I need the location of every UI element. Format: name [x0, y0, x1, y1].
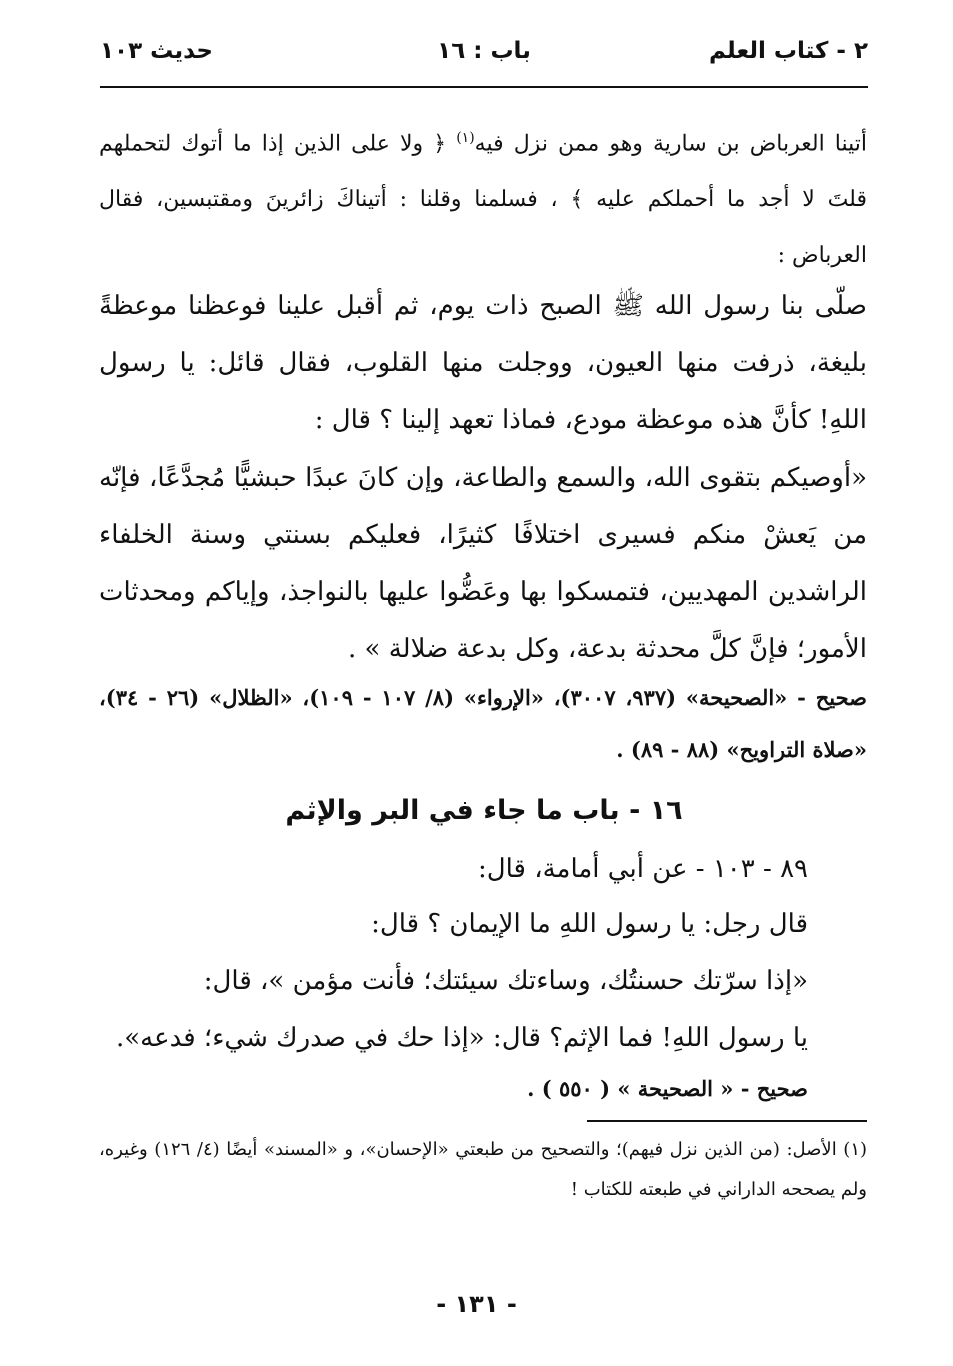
- intro-text-continued: ﴿ ولا على الذين إذا ما أتوك لتحملهم قلتَ لا أجد ما أحملكم عليه ﴾ ، فسلمنا وقلنا : أتيناكَ زائرينَ ومقتبسين، فقال العرباض :: [99, 131, 867, 269]
- intro-text: أتينا العرباض بن سارية وهو ممن نزل فيه: [474, 131, 867, 157]
- footnote-divider: [587, 1120, 867, 1122]
- footnote: (١) الأصل: (من الذين نزل فيهم)؛ والتصحيح من طبعتي «الإحسان»، و «المسند» أيضًا (٤/ ١٢٦) وغيره، ولم يصححه الداراني في طبعته للكتاب !: [99, 1139, 868, 1200]
- intro-paragraph: [99, 110, 867, 284]
- hadith-line: قال رجل: يا رسول اللهِ ما الإيمان ؟ قال:: [371, 909, 808, 939]
- chapter-title: ١٦ - باب ما جاء في البر والإثم: [285, 795, 683, 826]
- prophetic-quote-paragraph: «أوصيكم بتقوى الله، والسمع والطاعة، وإن كانَ عبدًا حبشيًّا مُجدَّعًا، فإنّه من يَعشْ منكم فسيرى اختلافًا كثيرًا، فعليكم بسنتي وسنة الخلفاء الراشدين المهديين، فتمسكوا بها وعَضُّوا عليها بالنواجذ، وإياكم ومحدثات الأمور؛ فإنَّ كلَّ محدثة بدعة، وكل بدعة ضلالة » .: [99, 463, 867, 664]
- grading-reference: صحيح - «الصحيحة» (٩٣٧، ٣٠٠٧)، «الإرواء» (٨/ ١٠٧ - ١٠٩)، «الظلال» (٢٦ - ٣٤)، «صلاة التراويح» (٨٨ - ٨٩) .: [99, 685, 868, 762]
- narration-paragraph: صلّى بنا رسول الله ﷺ الصبح ذات يوم، ثم أقبل علينا فوعظنا موعظةً بليغة، ذرفت منها العيون، ووجلت منها القلوب، فقال قائل: يا رسول اللهِ! كأنَّ هذه موعظة مودع، فماذا تعهد إلينا ؟ قال :: [99, 291, 867, 435]
- footnote-reference: (١): [456, 130, 475, 146]
- page-number: - ١٣١ -: [436, 1290, 517, 1318]
- header-chapter: باب : ١٦: [437, 38, 531, 64]
- running-header: [100, 38, 868, 78]
- hadith-line: «إذا سرّتك حسنتُك، وساءتك سيئتك؛ فأنت مؤمن »، قال:: [203, 966, 808, 996]
- header-book-title: ٢ - كتاب العلم: [708, 38, 868, 64]
- hadith-body: [98, 896, 808, 1067]
- header-hadith-number: حديث ١٠٣: [100, 38, 213, 64]
- hadith-grading: صحيح - « الصحيحة » ( ٥٥٠ ) .: [527, 1076, 808, 1101]
- hadith-number-line: ٨٩ - ١٠٣ - عن أبي أمامة، قال:: [477, 854, 808, 884]
- header-divider: [100, 86, 868, 88]
- hadith-line: يا رسول اللهِ! فما الإثم؟ قال: «إذا حك في صدرك شيء؛ فدعه».: [115, 1023, 808, 1053]
